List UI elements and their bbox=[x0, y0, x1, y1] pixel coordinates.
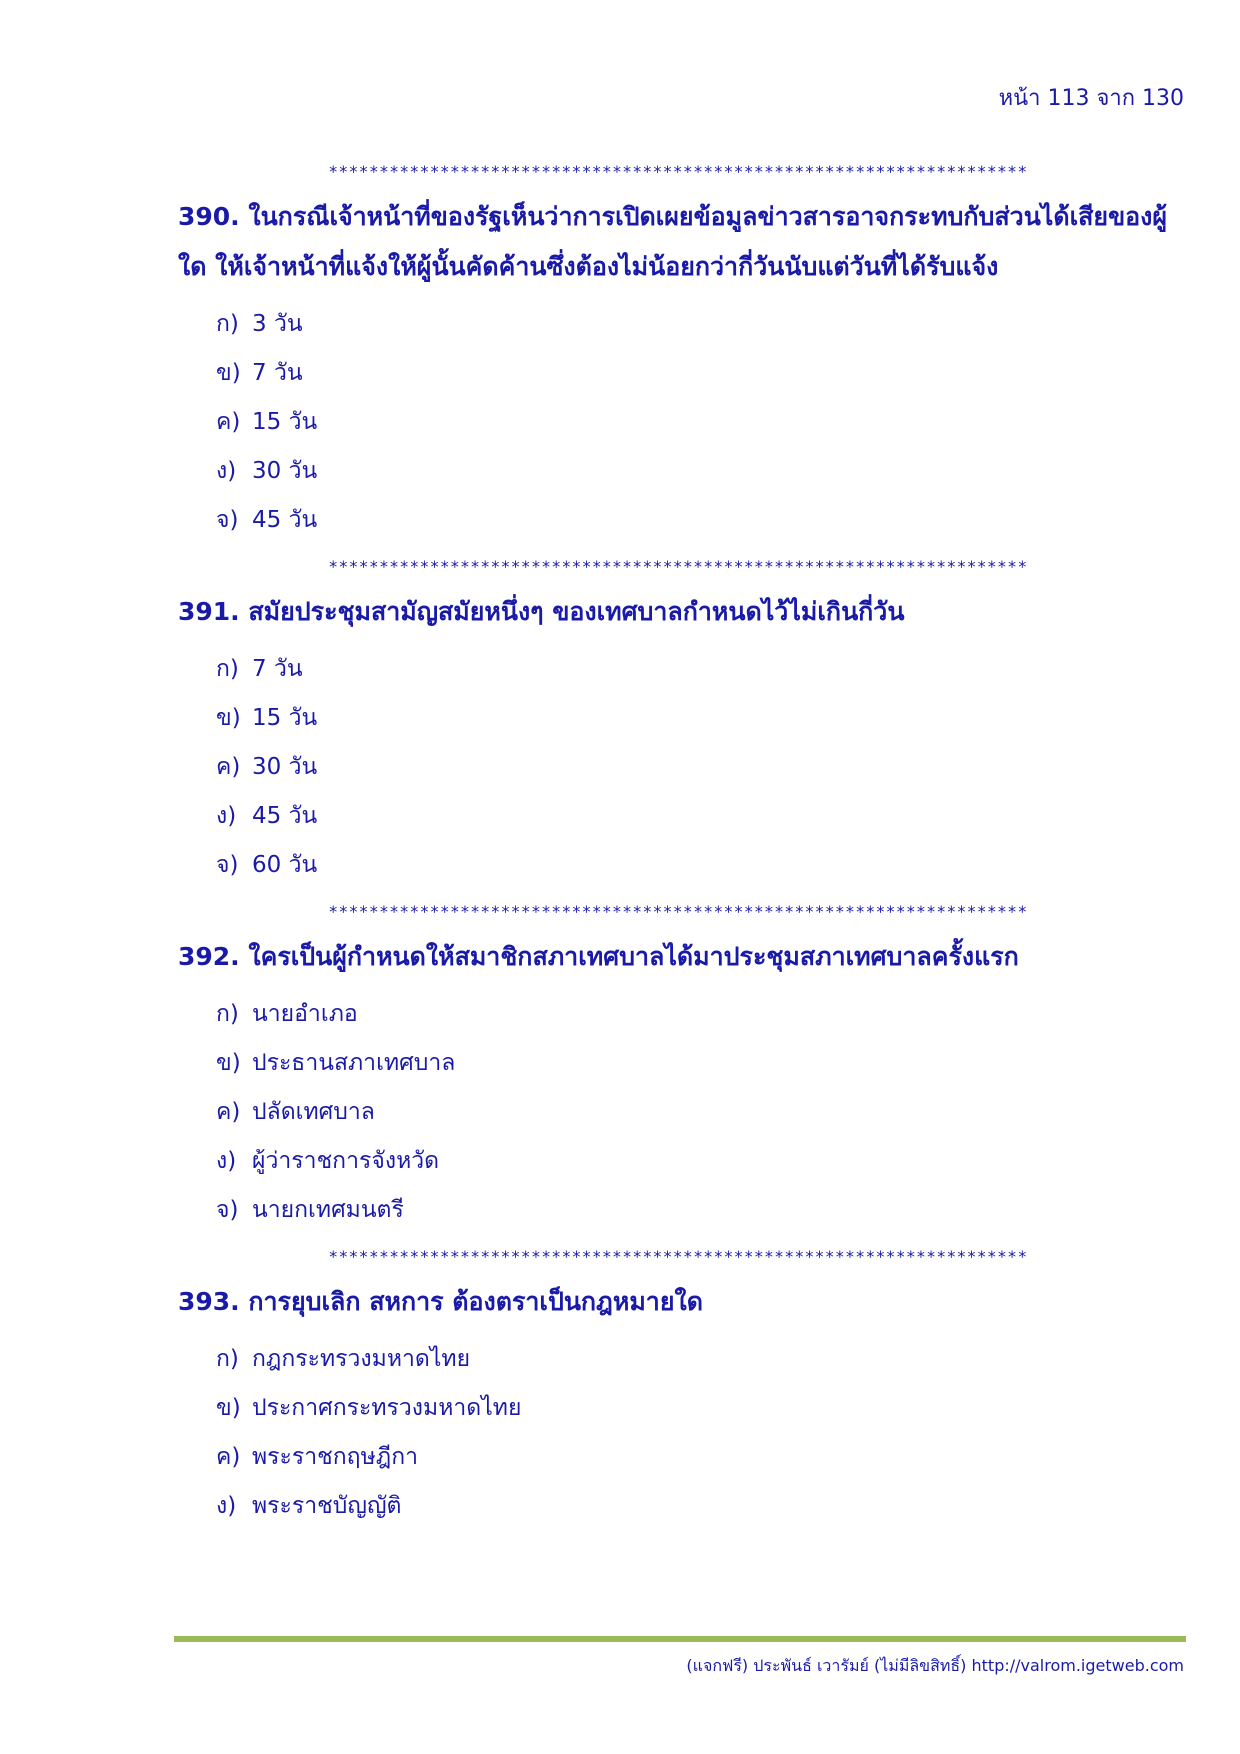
option-d bbox=[216, 1482, 1182, 1531]
option-a bbox=[216, 300, 1182, 349]
option-c bbox=[216, 398, 1182, 447]
option-text: ประธานสภาเทศบาล bbox=[252, 1050, 456, 1076]
option-text: 45 วัน bbox=[252, 803, 318, 829]
separator: ********************************************************************* bbox=[328, 1247, 1028, 1266]
option-text: พระราชบัญญัติ bbox=[252, 1493, 402, 1519]
option-c bbox=[216, 1088, 1182, 1137]
separator: ********************************************************************* bbox=[328, 902, 1028, 921]
option-letter: ก) bbox=[216, 1001, 239, 1027]
options-list bbox=[178, 990, 1182, 1235]
question-title: 390. ในกรณีเจ้าหน้าที่ของรัฐเห็นว่าการเปิดเผยข้อมูลข่าวสารอาจกระทบกับส่วนได้เสียของผู้ใด ให้เจ้าหน้าที่แจ้งให้ผู้นั้นคัดค้านซึ่งต้องไม่น้อยกว่ากี่วันนับแต่วันที่ได้รับแจ้ง bbox=[178, 202, 1168, 281]
option-a bbox=[216, 990, 1182, 1039]
option-text: 45 วัน bbox=[252, 507, 318, 533]
option-text: 60 วัน bbox=[252, 852, 318, 878]
option-letter: ค) bbox=[216, 754, 241, 780]
exam-content bbox=[178, 160, 1182, 1541]
footer-text: (แจกฟรี) ประพันธ์ เวารัมย์ (ไม่มีลิขสิทธิ์) http://valrom.igetweb.com bbox=[686, 1656, 1184, 1675]
separator: ********************************************************************* bbox=[328, 162, 1028, 181]
option-text: ผู้ว่าราชการจังหวัด bbox=[252, 1148, 440, 1174]
option-letter: ค) bbox=[216, 409, 241, 435]
option-letter: ข) bbox=[216, 1395, 241, 1421]
option-a bbox=[216, 1335, 1182, 1384]
option-letter: ง) bbox=[216, 803, 237, 829]
separator: ********************************************************************* bbox=[328, 557, 1028, 576]
option-b bbox=[216, 1039, 1182, 1088]
question-393 bbox=[178, 1277, 1182, 1531]
question-392 bbox=[178, 932, 1182, 1235]
option-c bbox=[216, 743, 1182, 792]
option-letter: ก) bbox=[216, 1346, 239, 1372]
option-e bbox=[216, 496, 1182, 545]
page-number: หน้า 113 จาก 130 bbox=[998, 86, 1184, 111]
option-text: นายกเทศมนตรี bbox=[252, 1197, 404, 1223]
option-letter: ข) bbox=[216, 1050, 241, 1076]
option-text: พระราชกฤษฎีกา bbox=[252, 1444, 419, 1470]
option-letter: ค) bbox=[216, 1444, 241, 1470]
option-b bbox=[216, 694, 1182, 743]
option-letter: ก) bbox=[216, 656, 239, 682]
option-letter: ง) bbox=[216, 1493, 237, 1519]
option-e bbox=[216, 841, 1182, 890]
option-text: 30 วัน bbox=[252, 754, 318, 780]
option-letter: จ) bbox=[216, 852, 239, 878]
option-text: 7 วัน bbox=[252, 360, 303, 386]
option-d bbox=[216, 792, 1182, 841]
option-text: นายอำเภอ bbox=[252, 1001, 358, 1027]
question-391 bbox=[178, 587, 1182, 890]
option-letter: ง) bbox=[216, 1148, 237, 1174]
option-b bbox=[216, 349, 1182, 398]
option-letter: ง) bbox=[216, 458, 237, 484]
options-list bbox=[178, 645, 1182, 890]
option-text: ปลัดเทศบาล bbox=[252, 1099, 375, 1125]
question-title: 393. การยุบเลิก สหการ ต้องตราเป็นกฎหมายใด bbox=[178, 1287, 703, 1316]
option-b bbox=[216, 1384, 1182, 1433]
option-c bbox=[216, 1433, 1182, 1482]
option-d bbox=[216, 447, 1182, 496]
question-390 bbox=[178, 192, 1182, 545]
option-text: 3 วัน bbox=[252, 311, 303, 337]
option-text: ประกาศกระทรวงมหาดไทย bbox=[252, 1395, 522, 1421]
option-letter: ข) bbox=[216, 360, 241, 386]
option-text: 30 วัน bbox=[252, 458, 318, 484]
option-text: 15 วัน bbox=[252, 409, 318, 435]
option-letter: ก) bbox=[216, 311, 239, 337]
question-title: 391. สมัยประชุมสามัญสมัยหนึ่งๆ ของเทศบาลกำหนดไว้ไม่เกินกี่วัน bbox=[178, 597, 905, 626]
footer-rule bbox=[174, 1636, 1186, 1642]
option-a bbox=[216, 645, 1182, 694]
question-title: 392. ใครเป็นผู้กำหนดให้สมาชิกสภาเทศบาลได้มาประชุมสภาเทศบาลครั้งแรก bbox=[178, 942, 1019, 971]
option-d bbox=[216, 1137, 1182, 1186]
option-letter: จ) bbox=[216, 1197, 239, 1223]
option-letter: ข) bbox=[216, 705, 241, 731]
option-letter: ค) bbox=[216, 1099, 241, 1125]
option-text: กฎกระทรวงมหาดไทย bbox=[252, 1346, 471, 1372]
options-list bbox=[178, 300, 1182, 545]
option-letter: จ) bbox=[216, 507, 239, 533]
option-text: 15 วัน bbox=[252, 705, 318, 731]
option-text: 7 วัน bbox=[252, 656, 303, 682]
option-e bbox=[216, 1186, 1182, 1235]
options-list bbox=[178, 1335, 1182, 1531]
